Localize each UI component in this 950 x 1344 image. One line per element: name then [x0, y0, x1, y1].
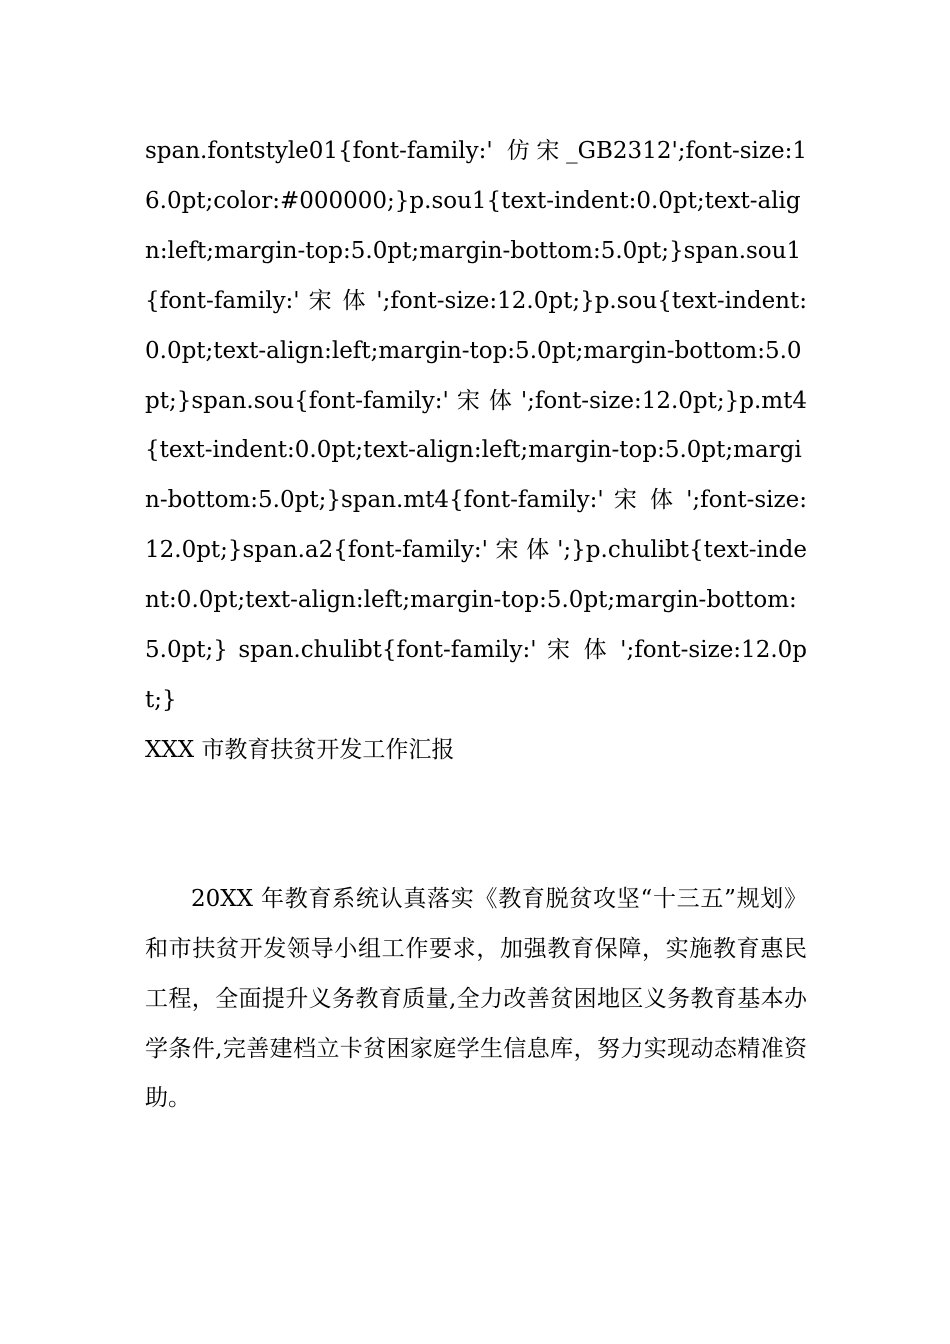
leaked-css-text: span.fontstyle01{font-family:' 仿宋_GB2312';font-size:16.0pt;color:#000000;}p.sou1{text-indent:0.0pt;text-align:left;margin-top:5.0pt;margin-bottom:5.0pt;}span.sou1{font-family:' 宋 体 ';font-size:12.0pt;}p.sou{text-indent:0.0pt;text-align:left;margin-top:5.0pt;margin-bottom:5.0pt;}span.sou{font-family:' 宋 体 ';font-size:12.0pt;}p.mt4{text-indent:0.0pt;text-align:left;margin-top:5.0pt;margin-bottom:5.0pt;}span.mt4{font-family:' 宋 体 ';font-size:12.0pt;}span.a2{font-family:' 宋 体 ';}p.chulibt{text-indent:0.0pt;text-align:left;margin-top:5.0pt;margin-bottom:5.0pt;} span.chulibt{font-family:' 宋 体 ';font-size:12.0pt;} [145, 138, 807, 713]
body-paragraph: 20XX 年教育系统认真落实《教育脱贫攻坚“十三五”规划》和市扶贫开发领导小组工作要求，加强教育保障，实施教育惠民工程，全面提升义务教育质量,全力改善贫困地区义务教育基本办学条件,完善建档立卡贫困家庭学生信息库，努力实现动态精准资助。 [145, 885, 807, 1112]
document-body [145, 127, 807, 1124]
report-title: XXX 市教育扶贫开发工作汇报 [145, 736, 455, 763]
